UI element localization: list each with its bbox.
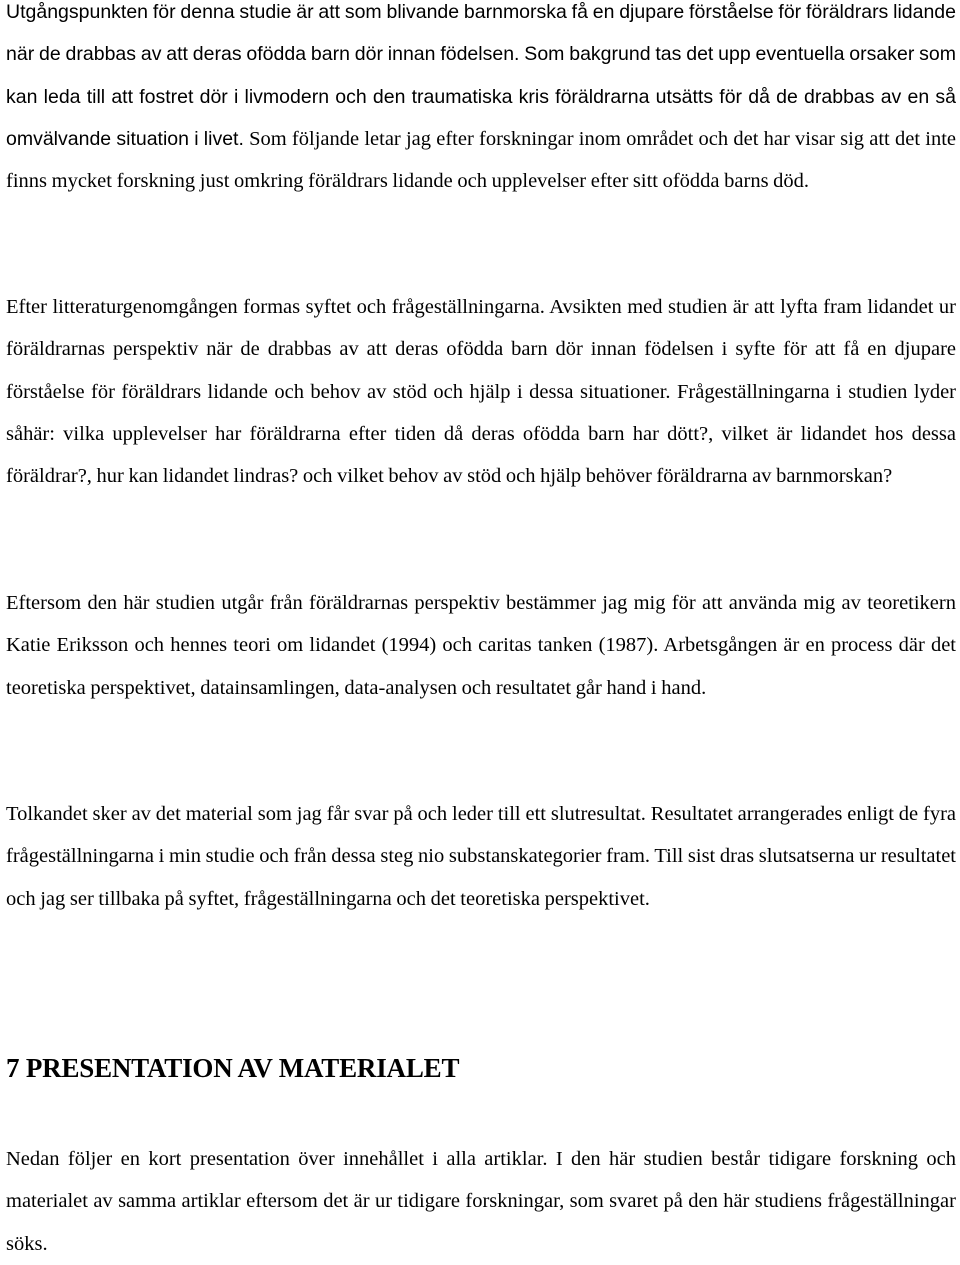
paragraph-theory: Eftersom den här studien utgår från föräldrarnas perspektiv bestämmer jag mig för att använda mig av teoretikern Katie Eriksson och hennes teori om lidandet (1994) och caritas tanken (1987). Arbetsgången är en process där det teoretiska perspektivet, datainsamlingen, data-analysen och resultatet går hand i hand. (6, 592, 956, 699)
paragraph-background-text-sans: Utgångspunkten för denna studie är att som blivande barnmorska få en djupare förståelse för föräldrars lidande när de drabbas av att deras ofödda barn dör innan födelsen. Som bakgrund tas det upp eventuella orsaker som kan leda till att fostret dör i livmodern och den traumatiska kris föräldrarna utsätts för då de drabbas av en så omvälvande situation i livet. (6, 1, 956, 150)
paragraph-interpretation: Tolkandet sker av det material som jag får svar på och leder till ett slutresultat. Resultatet arrangerades enligt de fyra frågeställningarna i min studie och från dessa steg nio substanskategorier fram. Till sist dras slutsatserna ur resultatet och jag ser tillbaka på syftet, frågeställningarna och det teoretiska perspektivet. (6, 803, 956, 910)
paragraph-background-text: Som följande letar jag efter forskningar inom området och det har visar sig att det inte finns mycket forskning just omkring föräldrars lidande och upplevelser efter sitt ofödda barns död. (6, 127, 956, 193)
paragraph-presentation: Nedan följer en kort presentation över innehållet i alla artiklar. I den här studien består tidigare forskning och materialet av samma artiklar eftersom det är ur tidigare forskningar, som svaret på den här studiens frågeställningar söks. (6, 1148, 956, 1255)
paragraph-background (6, 0, 956, 202)
section-heading: 7 PRESENTATION AV MATERIALET (6, 1053, 460, 1083)
paragraph-aim: Efter litteraturgenomgången formas syftet och frågeställningarna. Avsikten med studien är att lyfta fram lidandet ur föräldrarnas perspektiv när de drabbas av att deras ofödda barn dör innan födelsen i syfte för att få en djupare förståelse för föräldrars lidande och behov av stöd och hjälp i dessa situationer. Frågeställningarna i studien lyder såhär: vilka upplevelser har föräldrarna efter tiden då deras ofödda barn har dött?, vilket är lidandet hos dessa föräldrar?, hur kan lidandet lindras? och vilket behov av stöd och hjälp behöver föräldrarna av barnmorskan? (6, 296, 956, 488)
